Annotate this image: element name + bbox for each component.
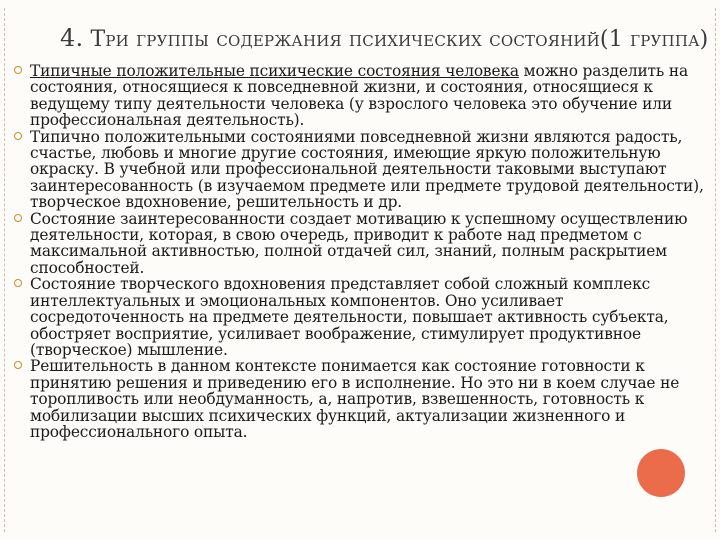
orange-circle-decoration xyxy=(637,449,685,497)
slide-border-left xyxy=(4,8,5,532)
bullet-text: можно разделить на состояния, относящиеся к повседневной жизни, и состояния, относящиеся к ведущему типу деятельности человека (у взрослого человека это обучение или профессиональная деятельность). xyxy=(30,62,689,130)
bullet-text: Решительность в данном контексте понимается как состояние готовности к принятию решения и приведению его в исполнение. Но это ни в коем случае не торопливость или необдуманность, а, напротив, взвешенность, готовность к мобилизации высших психических функций, актуализации жизненного и профессионального опыта. xyxy=(30,357,680,441)
bullet-list xyxy=(14,63,716,440)
bullet-item xyxy=(14,63,716,129)
bullet-underlined-text: Типичные положительные психические состояния человека xyxy=(30,62,519,80)
bullet-item xyxy=(14,276,716,358)
circle-bullet-icon xyxy=(14,66,22,74)
circle-bullet-icon xyxy=(14,279,22,287)
circle-bullet-icon xyxy=(14,361,22,369)
bullet-item xyxy=(14,129,716,211)
bullet-item xyxy=(14,211,716,277)
circle-bullet-icon xyxy=(14,214,22,222)
slide-title xyxy=(60,24,709,52)
bullet-text: Состояние заинтересованности создает мотивацию к успешному осуществлению деятельности, которая, в свою очередь, приводит к работе над предметом с максимальной активностью, полной отдачей сил, знаний, полным раскрытием способностей. xyxy=(30,209,688,277)
circle-bullet-icon xyxy=(14,132,22,140)
slide-title-text: Три группы содержания психических состояний(1 группа) xyxy=(90,27,709,52)
bullet-text: Состояние творческого вдохновения представляет собой сложный комплекс интеллектуальных и эмоциональных компонентов. Оно усиливает сосредоточенность на предмете деятельности, повышает активность субъекта, обостряет восприятие, усиливает воображение, стимулирует продуктивное (творческое) мышление. xyxy=(30,275,669,359)
bullet-text: Типично положительными состояниями повседневной жизни являются радость, счастье, любовь и многие другие состояния, имеющие яркую положительную окраску. В учебной или профессиональной деятельности таковыми выступают заинтересованность (в изучаемом предмете или предмете трудовой деятельности), творческое вдохновение, решительность и др. xyxy=(30,127,704,212)
slide-title-number: 4. xyxy=(60,24,84,52)
bullet-item xyxy=(14,358,716,440)
